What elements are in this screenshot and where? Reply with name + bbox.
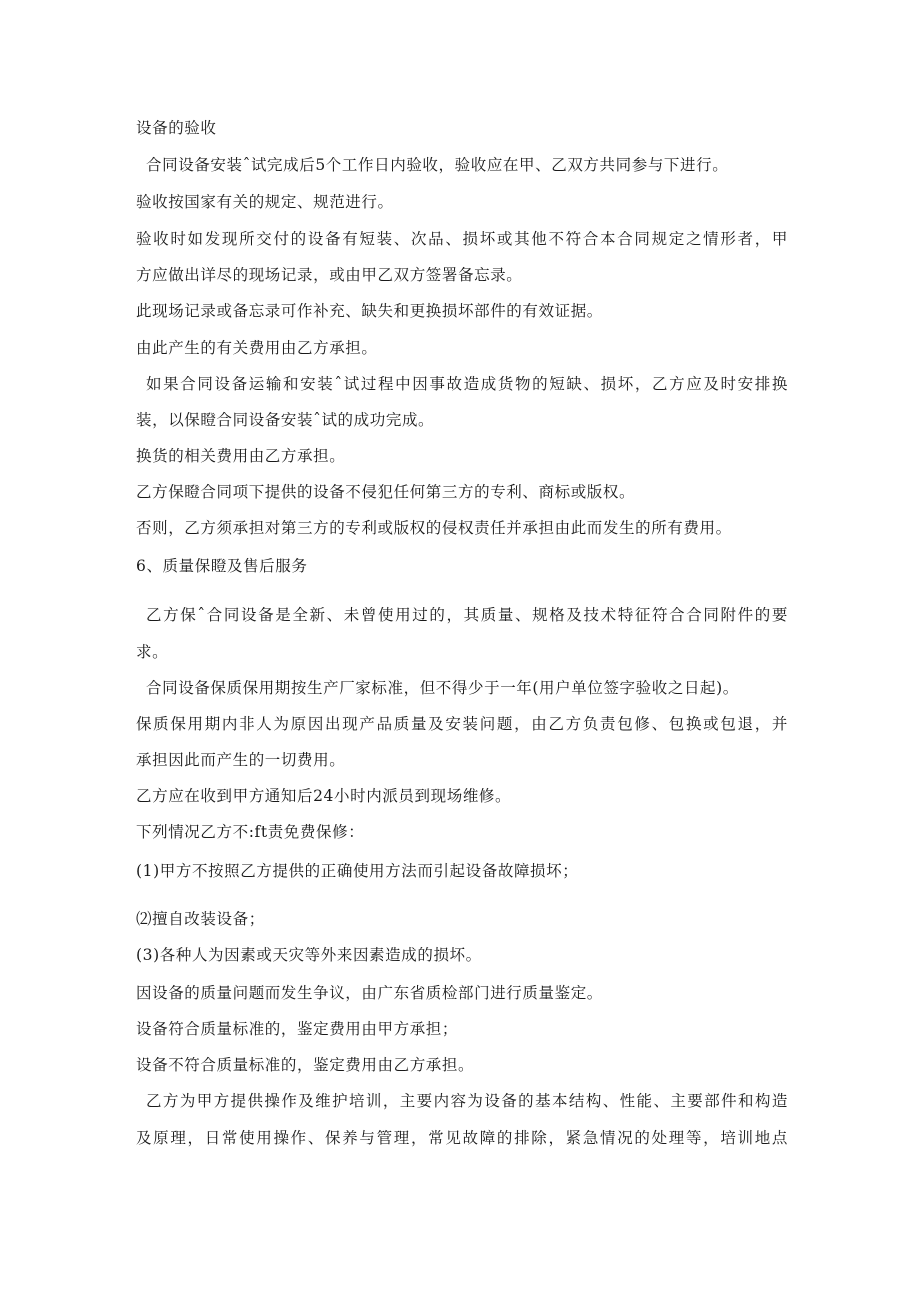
paragraph-line: 下列情况乙方不:ft责免费保修： [136,823,365,841]
paragraph-line: 装，以保瞪合同设备安装ˆ试的成功完成。 [136,411,435,429]
paragraph-line: 保质保用期内非人为原因出现产品质量及安装问题，由乙方负责包修、包换或包退，并 [136,715,788,733]
section-heading-acceptance: 设备的验收 [136,119,217,137]
paragraph-line: 承担因此而产生的一切费用。 [136,751,346,769]
paragraph-line: 否则，乙方须承担对第三方的专利或版权的侵权责任并承担由此而发生的所有费用。 [136,519,732,537]
paragraph-line: 合同设备保质保用期按生产厂家标准，但不得少于一年(用户单位签字验收之日起)。 [146,679,739,697]
paragraph-line: 换货的相关费用由乙方承担。 [136,447,346,465]
paragraph-line: 合同设备安装ˆ试完成后5个工作日内验收，验收应在甲、乙双方共同参与下进行。 [146,156,729,174]
paragraph-line: 验收按国家有关的规定、规范进行。 [136,193,394,211]
paragraph-line: 此现场记录或备忘录可作补充、缺失和更换损坏部件的有效证据。 [136,302,603,320]
paragraph-line: 设备不符合质量标准的，鉴定费用由乙方承担。 [136,1056,475,1074]
section-heading-quality-warranty: 6、质量保瞪及售后服务 [136,557,308,575]
paragraph-line: 方应做出详尽的现场记录，或由甲乙双方签署备忘录。 [136,266,523,284]
paragraph-line: 乙方保ˆ合同设备是全新、未曾使用过的，其质量、规格及技术特征符合合同附件的要 [146,606,788,624]
list-item: (3)各种人为因素或天灾等外来因素造成的损坏。 [136,946,482,964]
paragraph-line: 设备符合质量标准的，鉴定费用由甲方承担； [136,1020,459,1038]
paragraph-line: 验收时如发现所交付的设备有短装、次品、损坏或其他不符合本合同规定之情形者，甲 [136,230,788,248]
paragraph-line: 乙方为甲方提供操作及维护培训，主要内容为设备的基本结构、性能、主要部件和构造 [146,1092,788,1110]
list-item: ⑵擅自改装设备； [136,910,265,928]
list-item: (1)甲方不按照乙方提供的正确使用方法而引起设备故障损坏； [136,862,579,880]
paragraph-line: 如果合同设备运输和安装ˆ试过程中因事故造成货物的短缺、损坏，乙方应及时安排换 [146,375,788,393]
paragraph-line: 因设备的质量问题而发生争议，由广东省质检部门进行质量鉴定。 [136,984,603,1002]
paragraph-line: 乙方保瞪合同项下提供的设备不侵犯任何第三方的专利、商标或版权。 [136,483,636,501]
paragraph-line: 乙方应在收到甲方通知后24小时内派员到现场维修。 [136,787,512,805]
paragraph-line: 及原理，日常使用操作、保养与管理，常见故障的排除，紧急情况的处理等，培训地点 [136,1129,788,1147]
paragraph-line: 求。 [136,643,169,661]
paragraph-line: 由此产生的有关费用由乙方承担。 [136,339,378,357]
